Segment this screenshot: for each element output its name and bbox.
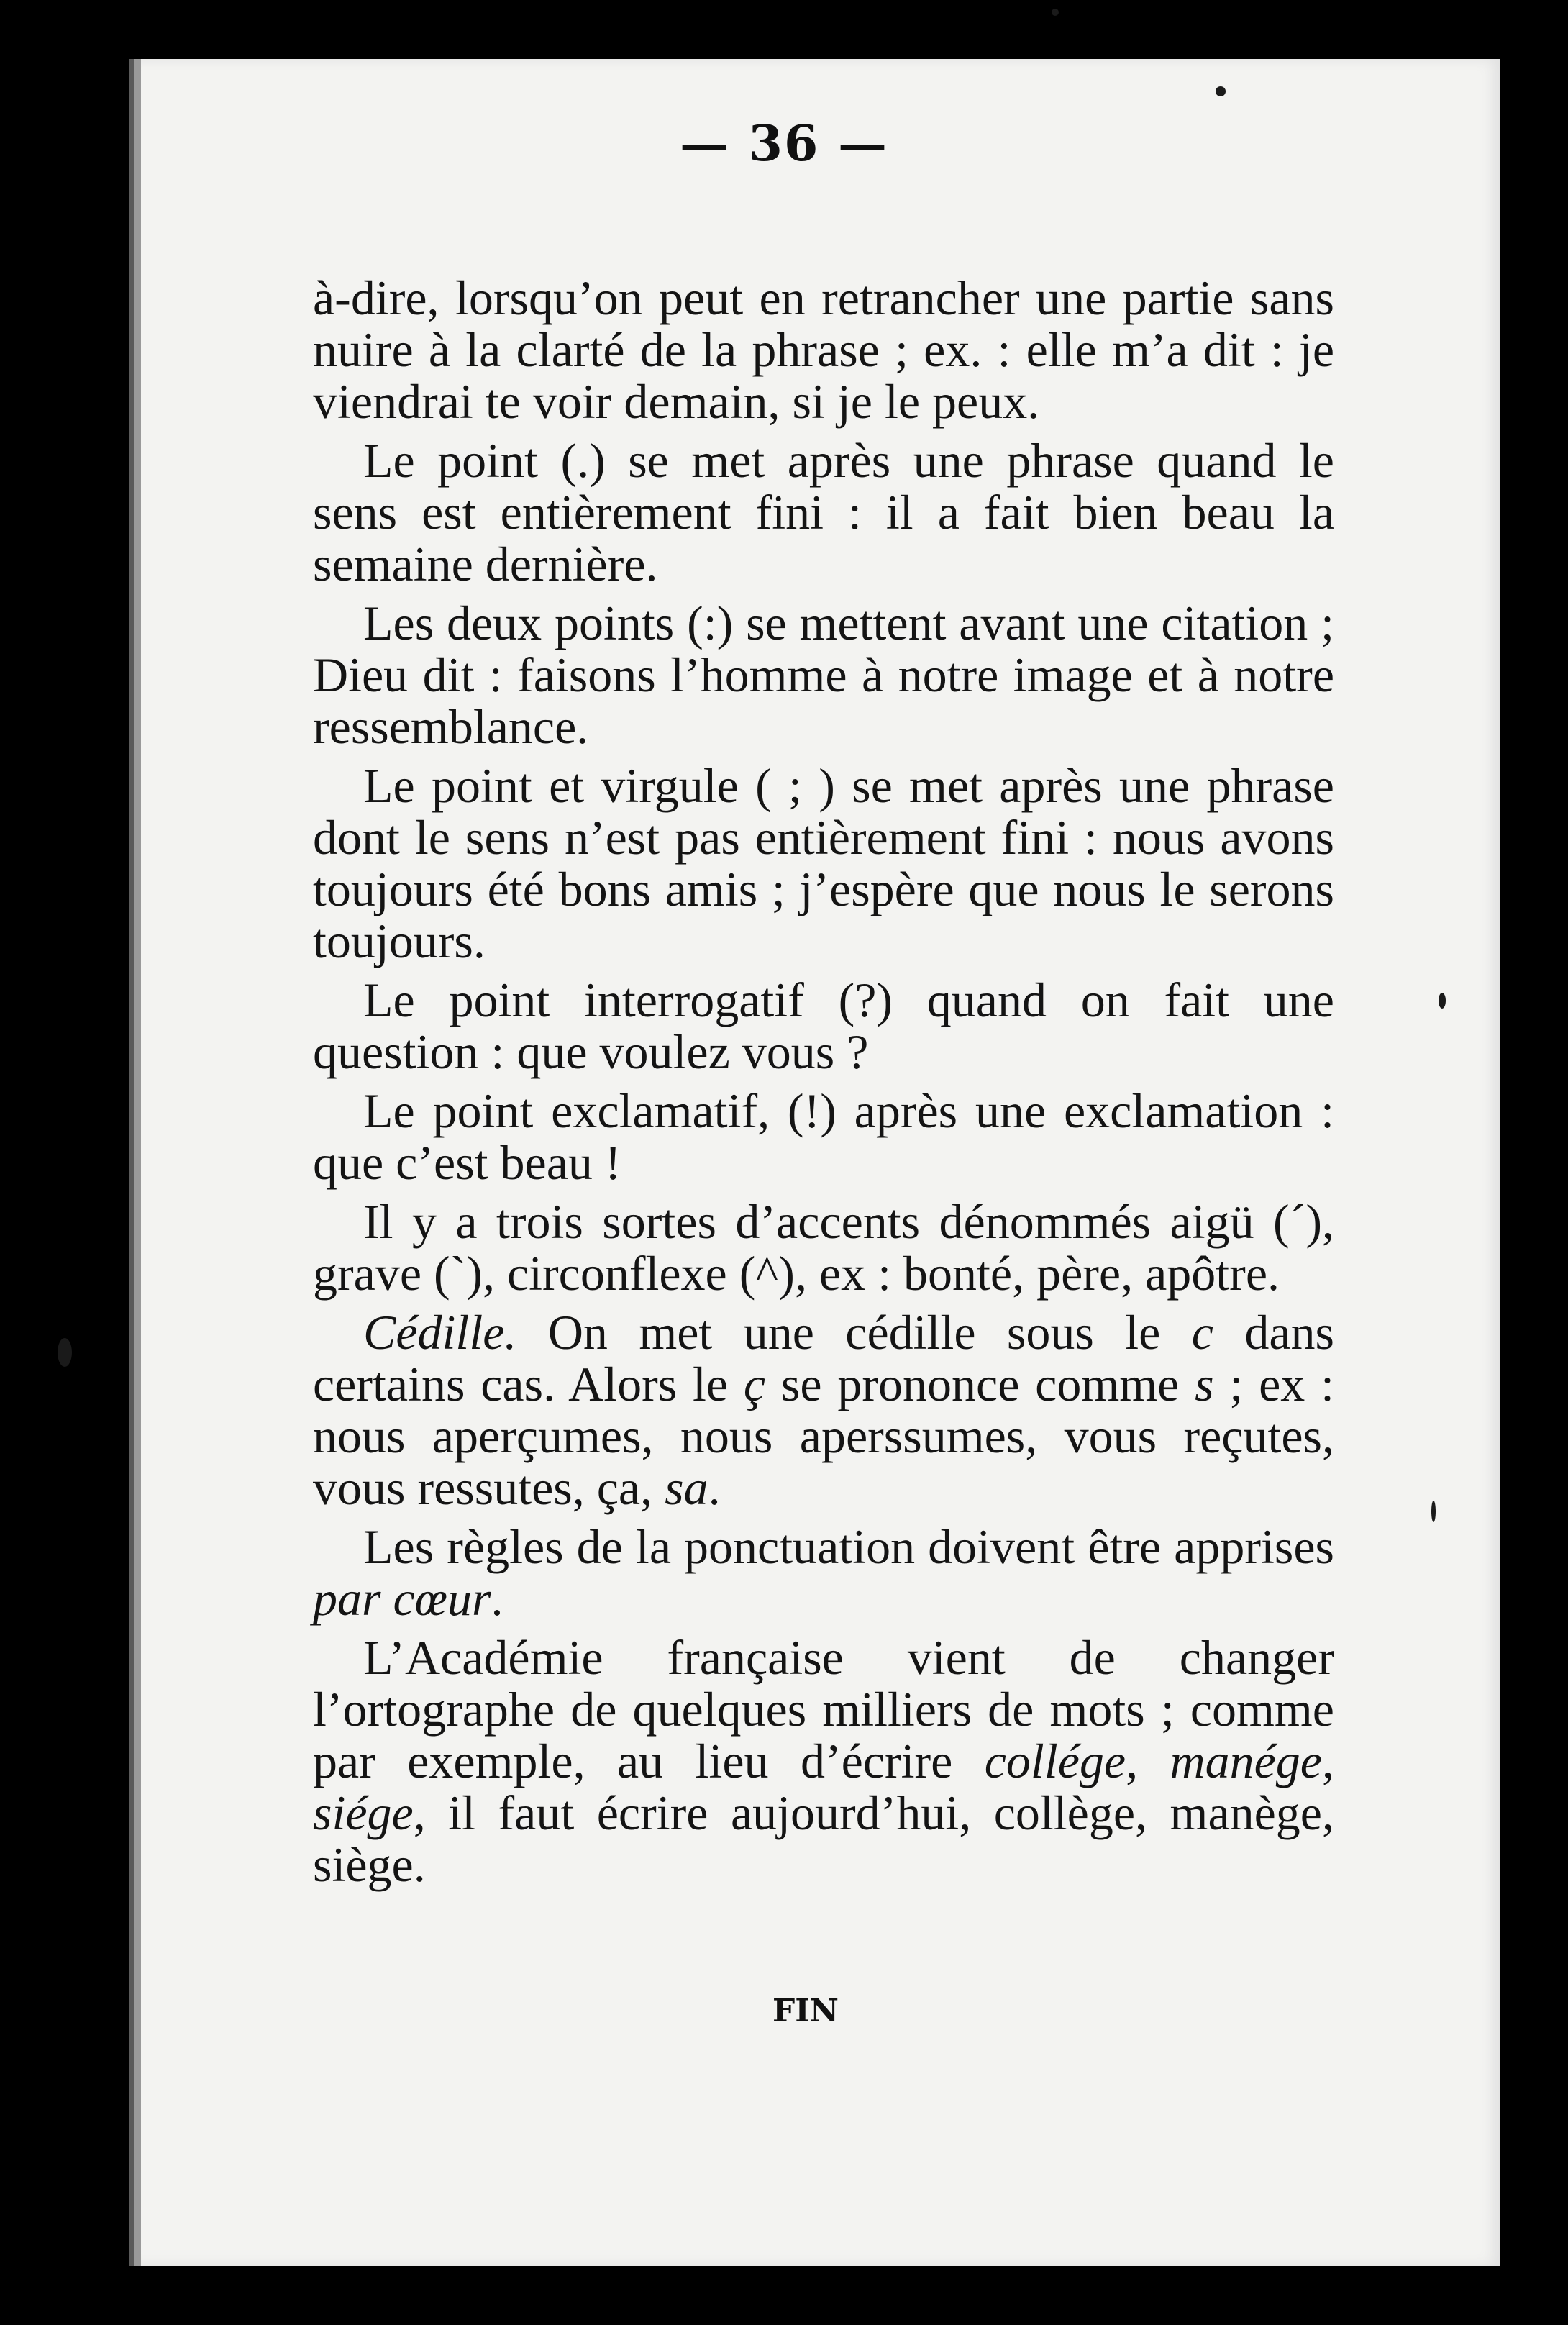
paragraph-5: [313, 974, 1334, 1078]
scan-speck: [1216, 86, 1226, 96]
scan-speck: [1439, 993, 1446, 1009]
body-text-run: se prononce comme: [765, 1357, 1195, 1411]
paragraph-7: [313, 1196, 1334, 1299]
paragraph-9: [313, 1521, 1334, 1624]
body-text-run: L’Académie française vient de changer l’ortographe de quelques milliers de mots ; comme par exemple, au lieu d’écrire: [313, 1630, 1334, 1788]
italic-text: Cédille.: [363, 1305, 517, 1360]
paragraph-10: [313, 1632, 1334, 1891]
paragraph-8: [313, 1306, 1334, 1514]
body-text-run: Le point exclamatif, (!) après une exclamation : que c’est beau !: [313, 1083, 1334, 1190]
paragraph-4: [313, 760, 1334, 967]
body-text-run: , il faut écrire aujourd’hui, collège, manège, siège.: [313, 1785, 1334, 1892]
page-spine-edge: [134, 59, 141, 2266]
italic-text: siége: [313, 1785, 414, 1840]
paragraph-6: [313, 1085, 1334, 1188]
italic-text: ç: [743, 1357, 766, 1411]
end-marker: FIN: [772, 1993, 839, 2029]
scan-speck: [1052, 9, 1059, 16]
paragraph-3: [313, 597, 1334, 752]
body-text-run: Le point interrogatif (?) quand on fait une question : que voulez vous ?: [313, 973, 1334, 1079]
paragraph-1: [313, 272, 1334, 427]
italic-text: sa: [665, 1460, 708, 1515]
body-text-run: ,: [1322, 1734, 1334, 1788]
italic-text: collége: [984, 1734, 1126, 1788]
body-text-run: .: [491, 1571, 503, 1626]
italic-text: c: [1191, 1305, 1213, 1360]
body-text-run: dans certains cas. Alors le: [313, 1305, 1334, 1411]
body-text-run: Il y a trois sortes d’accents dénommés aigü (´), grave (`), circonflexe (^), ex : bonté, père, apôtre.: [313, 1194, 1334, 1301]
body-text-run: .: [708, 1460, 721, 1515]
body-text-run: Le point et virgule ( ; ) se met après une phrase dont le sens n’est pas entièrement fini : nous avons toujours été bons amis ; j’espère que nous le serons toujours.: [313, 758, 1334, 968]
body-text-run: Le point (.) se met après une phrase quand le sens est entièrement fini : il a fait bien beau la semaine dernière.: [313, 433, 1334, 591]
scan-speck: [58, 1338, 72, 1367]
scan-speck: [1431, 1501, 1436, 1522]
italic-text: manége: [1170, 1734, 1322, 1788]
body-text-run: On met une cédille sous le: [516, 1305, 1192, 1360]
page-number: — 36 —: [680, 115, 888, 173]
body-text: [313, 272, 1334, 1898]
italic-text: par cœur: [313, 1571, 491, 1626]
paragraph-2: [313, 434, 1334, 590]
body-text-run: Les règles de la ponctuation doivent être apprises: [363, 1519, 1334, 1574]
italic-text: s: [1195, 1357, 1214, 1411]
body-text-run: ,: [1126, 1734, 1170, 1788]
body-text-run: ; ex : nous aperçumes, nous aperssumes, vous reçutes, vous ressutes, ça,: [313, 1357, 1334, 1515]
body-text-run: à-dire, lorsqu’on peut en retrancher une partie sans nuire à la clarté de la phrase ; ex. : elle m’a dit : je viendrai te voir demain, si je le peux.: [313, 270, 1334, 429]
body-text-run: Les deux points (:) se mettent avant une citation ; Dieu dit : faisons l’homme à notre image et à notre ressemblance.: [313, 596, 1334, 754]
